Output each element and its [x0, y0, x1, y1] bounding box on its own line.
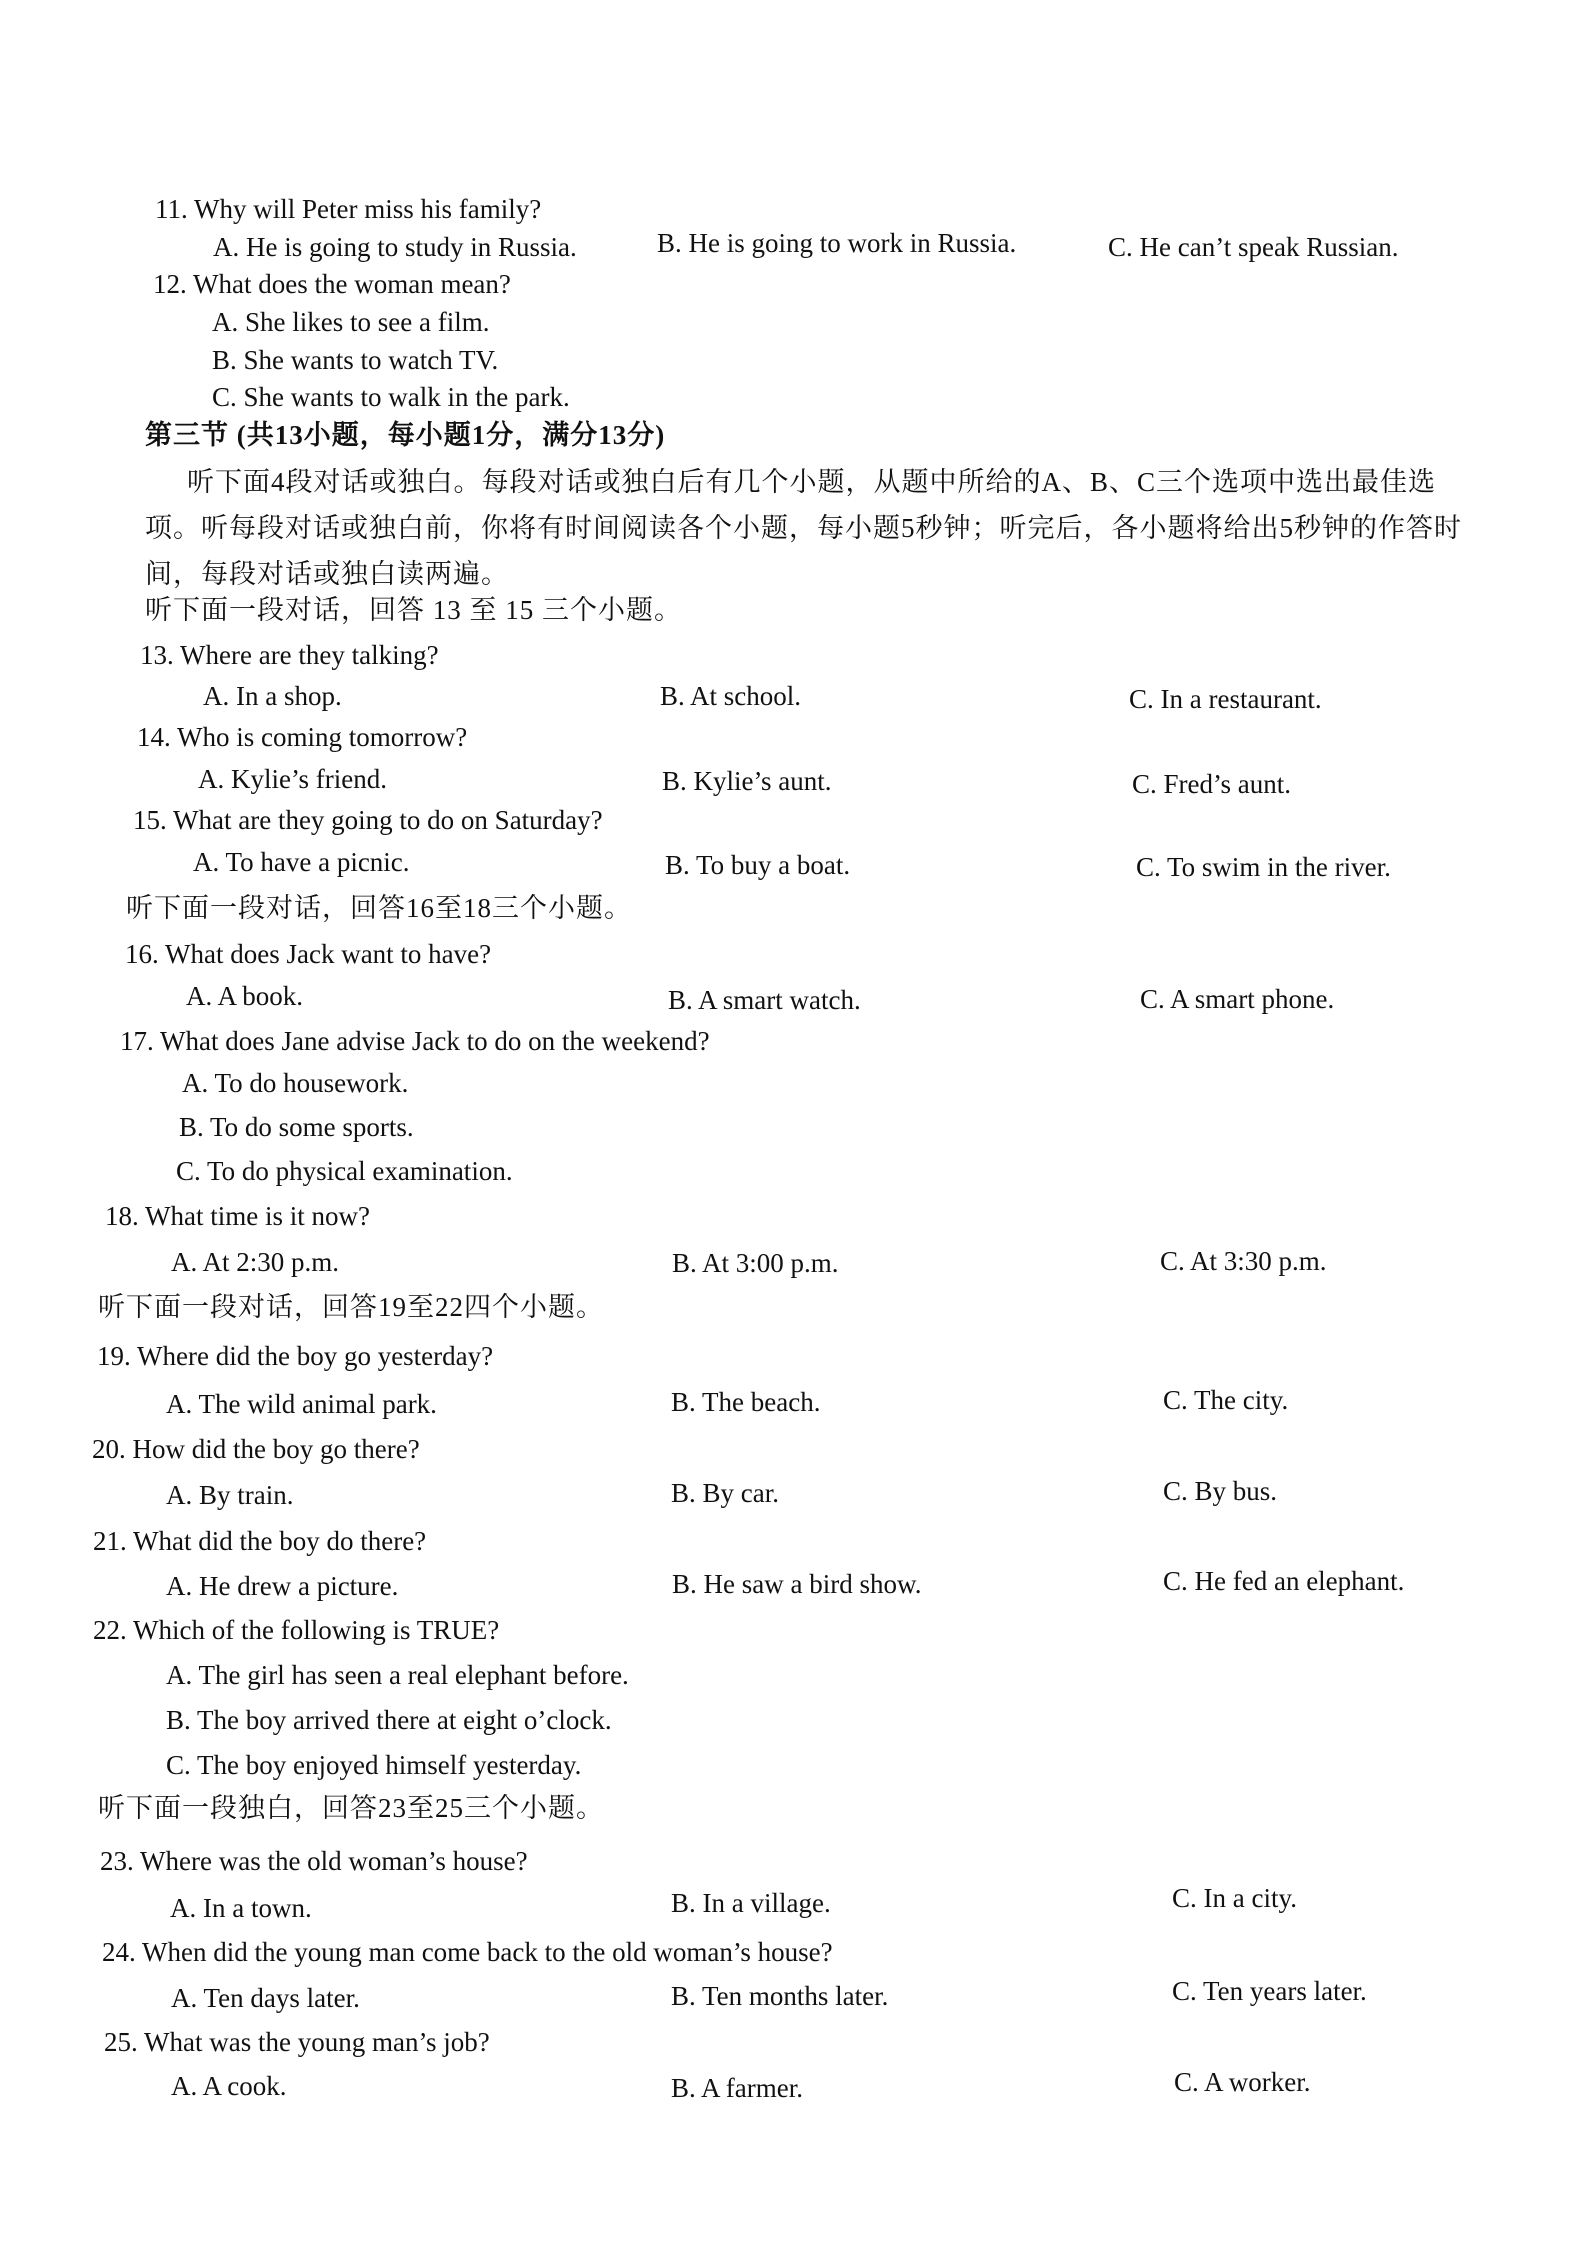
- q17-option-c: C. To do physical examination.: [176, 1156, 513, 1186]
- q12-option-a: A. She likes to see a film.: [212, 307, 490, 337]
- question-14: 14. Who is coming tomorrow?: [137, 722, 468, 752]
- q22-option-a: A. The girl has seen a real elephant before.: [166, 1660, 629, 1690]
- q12-option-b: B. She wants to watch TV.: [212, 345, 499, 375]
- question-18: 18. What time is it now?: [105, 1201, 370, 1231]
- q25-option-a: A. A cook.: [171, 2071, 287, 2101]
- q16-option-b: B. A smart watch.: [668, 985, 861, 1015]
- q13-option-b: B. At school.: [660, 681, 802, 711]
- q15-option-a: A. To have a picnic.: [193, 847, 410, 877]
- section-3-title: 第三节 (共13小题，每小题1分，满分13分): [145, 420, 666, 450]
- q23-option-a: A. In a town.: [170, 1893, 312, 1923]
- question-16: 16. What does Jack want to have?: [125, 939, 492, 969]
- q17-option-b: B. To do some sports.: [179, 1112, 414, 1142]
- q21-option-b: B. He saw a bird show.: [672, 1569, 922, 1599]
- q16-option-c: C. A smart phone.: [1140, 984, 1335, 1014]
- q18-option-c: C. At 3:30 p.m.: [1160, 1246, 1327, 1276]
- question-13: 13. Where are they talking?: [140, 640, 439, 670]
- question-25: 25. What was the young man’s job?: [104, 2027, 490, 2057]
- q14-option-b: B. Kylie’s aunt.: [662, 766, 832, 796]
- question-23: 23. Where was the old woman’s house?: [100, 1846, 528, 1876]
- q22-option-c: C. The boy enjoyed himself yesterday.: [166, 1750, 582, 1780]
- q14-option-a: A. Kylie’s friend.: [198, 764, 387, 794]
- q13-option-c: C. In a restaurant.: [1129, 684, 1322, 714]
- question-19: 19. Where did the boy go yesterday?: [97, 1341, 494, 1371]
- question-11: 11. Why will Peter miss his family?: [155, 194, 542, 224]
- q20-option-b: B. By car.: [671, 1478, 779, 1508]
- q19-option-a: A. The wild animal park.: [166, 1389, 437, 1419]
- q24-option-a: A. Ten days later.: [171, 1983, 360, 2013]
- question-24: 24. When did the young man come back to the old woman’s house?: [102, 1937, 833, 1967]
- group-1-instruction: 听下面一段对话，回答 13 至 15 三个小题。: [145, 595, 682, 625]
- q19-option-c: C. The city.: [1163, 1385, 1289, 1415]
- q24-option-b: B. Ten months later.: [671, 1981, 889, 2011]
- question-20: 20. How did the boy go there?: [92, 1434, 420, 1464]
- q11-option-c: C. He can’t speak Russian.: [1108, 232, 1399, 262]
- section-3-instructions: 听下面4段对话或独白。每段对话或独白后有几个小题，从题中所给的A、B、C三个选项中选出最佳选项。听每段对话或独白前，你将有时间阅读各个小题，每小题5秒钟；听完后，各小题将给出5秒钟的作答时间，每段对话或独白读两遍。: [145, 467, 1462, 589]
- q19-option-b: B. The beach.: [671, 1387, 821, 1417]
- q11-option-a: A. He is going to study in Russia.: [213, 232, 577, 262]
- q18-option-a: A. At 2:30 p.m.: [171, 1247, 340, 1277]
- group-3-instruction: 听下面一段对话，回答19至22四个小题。: [98, 1292, 604, 1322]
- question-21: 21. What did the boy do there?: [93, 1526, 427, 1556]
- q15-option-b: B. To buy a boat.: [665, 850, 851, 880]
- q21-option-c: C. He fed an elephant.: [1163, 1566, 1405, 1596]
- q24-option-c: C. Ten years later.: [1172, 1976, 1367, 2006]
- q17-option-a: A. To do housework.: [182, 1068, 409, 1098]
- q15-option-c: C. To swim in the river.: [1136, 852, 1391, 882]
- q12-option-c: C. She wants to walk in the park.: [212, 382, 570, 412]
- q20-option-a: A. By train.: [166, 1480, 294, 1510]
- q25-option-c: C. A worker.: [1174, 2067, 1311, 2097]
- q21-option-a: A. He drew a picture.: [166, 1571, 399, 1601]
- q16-option-a: A. A book.: [186, 981, 304, 1011]
- question-15: 15. What are they going to do on Saturday?: [133, 805, 603, 835]
- q13-option-a: A. In a shop.: [203, 681, 342, 711]
- question-22: 22. Which of the following is TRUE?: [93, 1615, 500, 1645]
- q25-option-b: B. A farmer.: [671, 2073, 803, 2103]
- q20-option-c: C. By bus.: [1163, 1476, 1278, 1506]
- q14-option-c: C. Fred’s aunt.: [1132, 769, 1291, 799]
- question-12: 12. What does the woman mean?: [153, 269, 511, 299]
- q22-option-b: B. The boy arrived there at eight o’clock.: [166, 1705, 612, 1735]
- q18-option-b: B. At 3:00 p.m.: [672, 1248, 839, 1278]
- q23-option-b: B. In a village.: [671, 1888, 831, 1918]
- question-17: 17. What does Jane advise Jack to do on the weekend?: [120, 1026, 710, 1056]
- group-2-instruction: 听下面一段对话，回答16至18三个小题。: [126, 893, 632, 923]
- q23-option-c: C. In a city.: [1172, 1883, 1297, 1913]
- q11-option-b: B. He is going to work in Russia.: [657, 228, 1017, 258]
- group-4-instruction: 听下面一段独白，回答23至25三个小题。: [98, 1793, 604, 1823]
